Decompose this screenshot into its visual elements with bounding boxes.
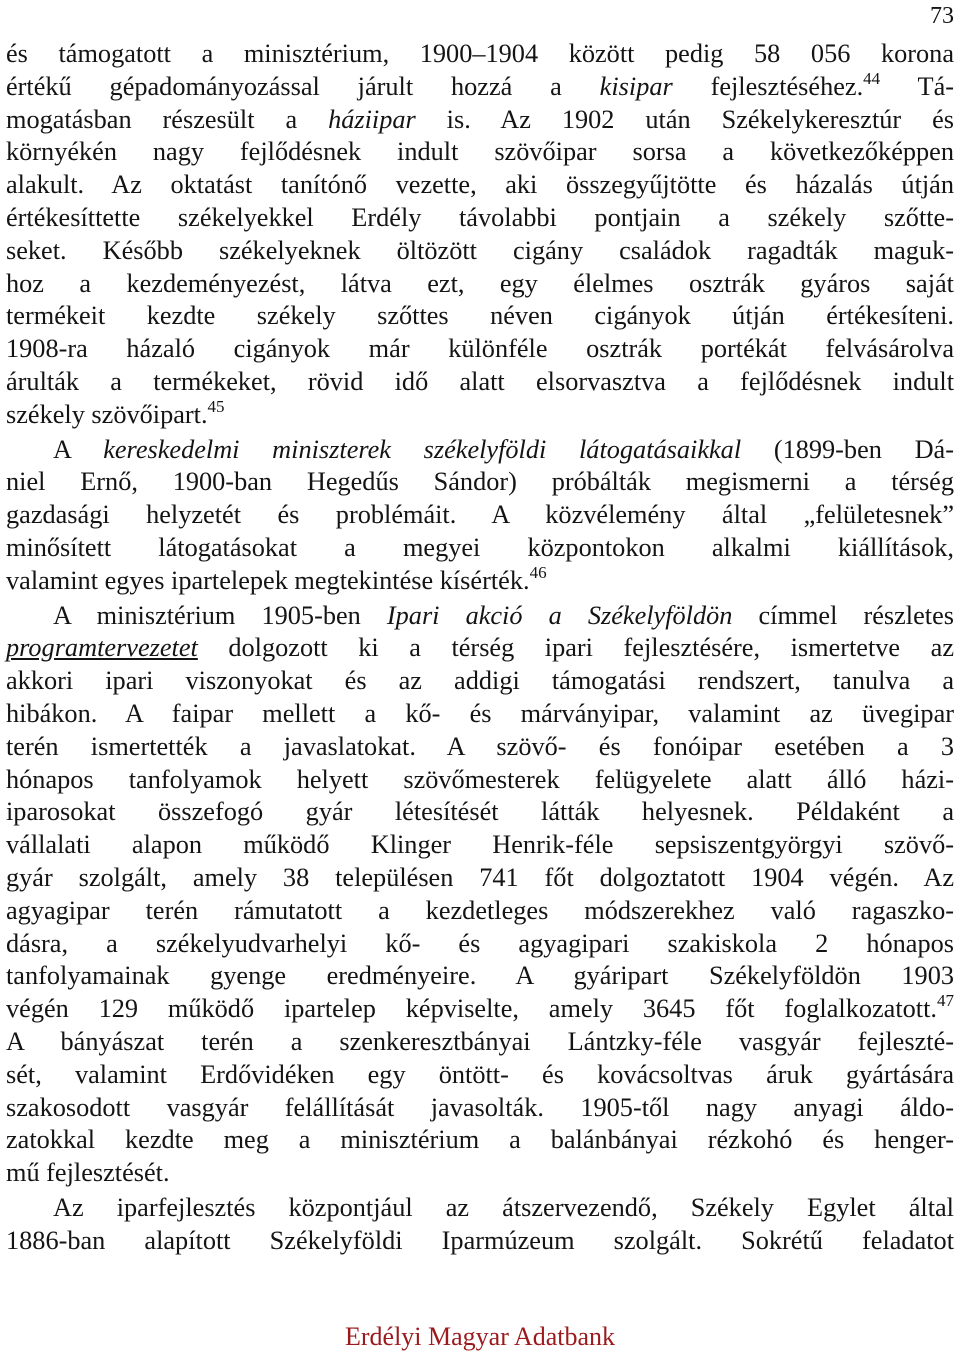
text-segment: mogatásban részesült a xyxy=(6,104,329,134)
text-segment: háziipar xyxy=(328,104,416,134)
text-segment: székely szövőipart. xyxy=(6,399,208,429)
text-segment: dolgozott ki a térség ipari fejlesztésére, ismertetve az xyxy=(197,633,954,663)
text-segment: vállalati alapon működő Klinger Henrik-féle sepsiszentgyörgyi szövő- xyxy=(6,830,954,860)
text-segment: Tá- xyxy=(880,71,954,101)
text-line xyxy=(6,862,954,895)
text-segment: sét, valamint Erdővidéken egy öntött- és kovácsoltvas áruk gyártására xyxy=(6,1059,954,1089)
text-segment: gazdasági helyzetét és problémáit. A közvélemény által „felületesnek” xyxy=(6,500,954,530)
text-line xyxy=(6,466,954,499)
footnote-ref: 45 xyxy=(207,396,225,416)
text-segment: A minisztérium 1905-ben xyxy=(53,600,387,630)
text-segment: végén 129 működő ipartelep képviselte, amely 3645 főt foglalkozatott. xyxy=(6,994,937,1024)
text-segment: terén ismertették a javaslatokat. A szövő- és fonóipar esetében a 3 xyxy=(6,731,954,761)
text-segment: mű fejlesztését. xyxy=(6,1158,170,1188)
text-line xyxy=(6,796,954,829)
text-segment: kisipar xyxy=(599,71,673,101)
text-segment: hibákon. A faipar mellett a kő- és márványipar, valamint az üvegipar xyxy=(6,698,954,728)
text-line xyxy=(6,333,954,366)
text-segment: Az iparfejlesztés központjául az átszervezendő, Székely Egylet által xyxy=(53,1192,954,1222)
text-line xyxy=(6,396,954,432)
text-line xyxy=(6,1192,954,1225)
text-segment: termékeit kezdte székely szőttes néven cigányok útján értékesíteni. xyxy=(6,301,954,331)
text-segment: Ipari akció a Székelyföldön xyxy=(386,600,733,630)
text-line xyxy=(6,1124,954,1157)
text-line xyxy=(6,68,954,104)
text-segment: dásra, a székelyudvarhelyi kő- és agyagipari szakiskola 2 hónapos xyxy=(6,928,954,958)
text-segment: szakosodott vasgyár felállítását javasolták. 1905-től nagy anyagi áldo- xyxy=(6,1092,954,1122)
text-segment: zatokkal kezdte meg a minisztérium a balánbányai rézkohó és henger- xyxy=(6,1125,954,1155)
footnote-ref: 44 xyxy=(863,68,881,88)
text-line xyxy=(6,1092,954,1125)
text-segment: alakult. Az oktatást tanítónő vezette, aki összegyűjtötte és házalás útján xyxy=(6,170,954,200)
text-segment: árulták a termékeket, rövid idő alatt elsorvasztva a fejlődésnek indult xyxy=(6,366,954,396)
text-line xyxy=(6,632,954,665)
text-segment: iparosokat összefogó gyár létesítését látták helyesnek. Példaként a xyxy=(6,797,954,827)
text-segment: címmel részletes xyxy=(732,600,954,630)
text-line xyxy=(6,532,954,565)
text-segment: agyagipar terén rámutatott a kezdetleges módszerekhez való ragaszko- xyxy=(6,895,954,925)
text-segment: minősített látogatásokat a megyei központokon alkalmi kiállítások, xyxy=(6,532,954,562)
text-line xyxy=(6,562,954,598)
footer-watermark: Erdélyi Magyar Adatbank xyxy=(344,1322,616,1351)
text-segment: környékén nagy fejlődésnek indult szövőipar sorsa a következőképpen xyxy=(6,137,954,167)
text-line xyxy=(6,600,954,633)
footnote-ref: 46 xyxy=(529,562,547,582)
text-line xyxy=(6,169,954,202)
text-segment: hónapos tanfolyamok helyett szövőmesterek felügyelete alatt álló házi- xyxy=(6,764,954,794)
text-segment: tanfolyamainak gyenge eredményeire. A gyáripart Székelyföldön 1903 xyxy=(6,961,954,991)
text-segment: kereskedelmi miniszterek székelyföldi látogatásaikkal xyxy=(103,434,742,464)
text-segment: gyár szolgált, amely 38 településen 741 főt dolgoztatott 1904 végén. Az xyxy=(6,862,954,892)
text-segment: és támogatott a minisztérium, 1900–1904 között pedig 58 056 korona xyxy=(6,39,954,68)
text-line xyxy=(6,202,954,235)
text-line xyxy=(6,235,954,268)
text-line xyxy=(6,928,954,961)
text-line xyxy=(6,366,954,399)
text-line xyxy=(6,665,954,698)
text-line xyxy=(6,698,954,731)
text-segment: seket. Később székelyeknek öltözött cigány családok ragadták maguk- xyxy=(6,235,954,265)
text-segment: értékesíttette székelyekkel Erdély távolabbi pontjain a székely szőtte- xyxy=(6,202,954,232)
page-number: 73 xyxy=(930,3,954,29)
text-line xyxy=(6,1059,954,1092)
text-line xyxy=(6,895,954,928)
text-segment: 1886-ban alapított Székelyföldi Iparmúzeum szolgált. Sokrétű feladatot xyxy=(6,1225,954,1255)
text-segment: 1908-ra házaló cigányok már különféle osztrák portékát felvásárolva xyxy=(6,334,954,364)
text-line xyxy=(6,1157,954,1190)
text-segment: hoz a kezdeményezést, látva ezt, egy élelmes osztrák gyáros saját xyxy=(6,268,954,298)
text-segment: értékű gépadományozással járult hozzá a xyxy=(6,71,600,101)
text-segment: valamint egyes ipartelepek megtekintése kísérték. xyxy=(6,565,530,595)
text-segment: A xyxy=(53,434,104,464)
text-segment: niel Ernő, 1900-ban Hegedűs Sándor) próbálták megismerni a térség xyxy=(6,467,954,497)
text-segment: A bányászat terén a szenkeresztbányai Lántzky-féle vasgyár fejleszté- xyxy=(6,1026,954,1056)
text-line xyxy=(6,1225,954,1258)
text-segment: fejlesztéséhez. xyxy=(672,71,864,101)
text-line xyxy=(6,829,954,862)
text-line xyxy=(6,764,954,797)
text-segment: programtervezetet xyxy=(6,633,198,663)
footnote-ref: 47 xyxy=(937,991,954,1011)
text-line xyxy=(6,731,954,764)
text-segment: akkori ipari viszonyokat és az addigi támogatási rendszert, tanulva a xyxy=(6,666,954,696)
text-line xyxy=(6,960,954,993)
text-line xyxy=(6,434,954,467)
text-line xyxy=(6,136,954,169)
text-line xyxy=(6,268,954,301)
text-line xyxy=(6,1026,954,1059)
text-line xyxy=(6,499,954,532)
text-segment: is. Az 1902 után Székelykeresztúr és xyxy=(415,104,955,134)
body-text xyxy=(6,38,954,1257)
text-line xyxy=(6,104,954,137)
text-line xyxy=(6,38,954,71)
text-line xyxy=(6,300,954,333)
text-line xyxy=(6,993,954,1026)
text-segment: (1899-ben Dá- xyxy=(741,434,954,464)
